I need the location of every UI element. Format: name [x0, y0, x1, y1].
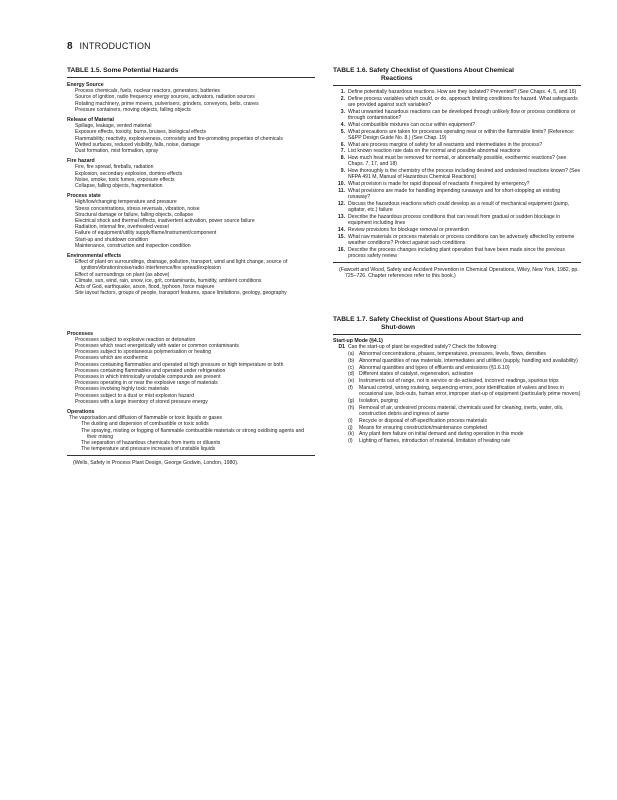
question-text: Describe the hazardous process conditions that can result from gradual or sudden blockage in equipment including lines: [348, 213, 561, 227]
question-item: [333, 188, 581, 200]
checklist-sub-item: [333, 418, 581, 424]
question-item: [333, 168, 581, 180]
process-item: Processes subject to explosive reaction or detonation: [75, 336, 196, 343]
table-rule: [333, 334, 581, 335]
question-item: [333, 96, 581, 108]
question-number: D1: [338, 344, 345, 351]
question-number: 8.: [340, 155, 345, 162]
hazard-item: Rotating machinery, prime movers, pulverisers, grinders, conveyors, belts, cranes: [75, 100, 259, 107]
question-text: How thoroughly is the chemistry of the process including desired and undesired reactions known? (See NFPA 491 M, Manual of Hazardous Chemical Reactions): [348, 168, 581, 181]
question-number: 2.: [340, 95, 345, 102]
checklist-sub-item: [333, 398, 581, 404]
question-text: Define potentially hazardous reactions. How are they isolated? Prevented? (See Chaps. 4, 5, and 16): [348, 89, 577, 95]
hazard-item: Pressure containers, moving objects, falling objects: [75, 106, 191, 113]
sub-item-letter: (k): [348, 431, 354, 438]
question-item: [333, 129, 581, 141]
table-1-6-title: [333, 67, 581, 85]
table-1-5-title: TABLE 1.5. Some Potential Hazards: [67, 67, 179, 74]
section-heading: Fire hazard: [67, 158, 95, 165]
processes-block: [67, 331, 315, 405]
hazard-item: Fire, fire spread, fireballs, radiation: [75, 164, 154, 171]
question-number: 9.: [340, 168, 345, 175]
question-item: [333, 201, 581, 213]
table-1-7-title-line1: TABLE 1.7. Safety Checklist of Questions About Start-up and: [333, 315, 524, 323]
question-item: [333, 109, 581, 121]
operation-item: The temperature and pressure increases of unstable liquids: [81, 446, 216, 453]
hazard-item: High/low/changing temperature and pressure: [75, 199, 177, 206]
table-rule: [67, 77, 315, 78]
question-number: 5.: [340, 128, 345, 135]
sub-item-letter: (d): [348, 371, 355, 378]
operation-item: The separation of hazardous chemicals from inerts or diluents: [81, 439, 221, 446]
question-item: [333, 148, 581, 154]
hazard-item: Effect of surroundings on plant (as above): [75, 271, 170, 278]
sub-item-text: Removal of air, undesired process material, chemicals used for cleaning, inerts, water, oils, construction debris and ingress of same: [359, 404, 564, 417]
question-item: [333, 214, 581, 226]
sub-item-text: Abnormal quantities of raw materials, intermediates and utilities (supply, handling and availability): [359, 357, 578, 364]
hazard-item: Effect of plant on surroundings, drainage, pollution, transport, wind and light change, source of ignition/vibration/noise/radio interference/fire spread/explosion: [75, 259, 288, 272]
question-text: Discuss the hazardous reactions which could develop as a result of mechanical equipment (pump, agitator, etc.) failure: [348, 200, 570, 214]
table-1-6-title-line1: TABLE 1.6. Safety Checklist of Questions About Chemical: [333, 67, 514, 74]
process-item: Processes subject to spontaneous polymerisation or heating: [75, 349, 211, 356]
question-text: What combustible mixtures can occur within equipment?: [348, 121, 476, 128]
start-up-mode-heading: Start-up Mode (§4.1): [333, 337, 383, 344]
sub-item-text: Means for ensuring construction/maintenance completed: [359, 424, 487, 431]
sub-item-letter: (a): [348, 350, 355, 357]
hazard-item: Stress concentrations, stress reversals, vibration, noise: [75, 205, 200, 212]
checklist-sub-item: [333, 405, 581, 417]
sub-item-letter: (h): [348, 404, 355, 411]
question-item: [333, 247, 581, 259]
checklist-sub-item: [333, 358, 581, 364]
sub-item-letter: (i): [348, 417, 353, 424]
hazard-item: Start-up and shutdown condition: [75, 236, 149, 243]
process-item: Processes subject to a dust or mist explosion hazard: [75, 392, 194, 399]
checklist-sub-item: [333, 351, 581, 357]
question-number: 16.: [337, 246, 345, 253]
question-item: [333, 181, 581, 187]
process-item: Processes with a large inventory of stored pressure energy: [75, 398, 208, 405]
question-text: What raw materials or process materials or process conditions can be adversely affected by extreme weather conditions? Protect against such conditions: [348, 233, 575, 246]
question-number: 7.: [340, 148, 345, 155]
sub-item-text: Instruments out of range, not in service or de-activated, incorrect readings, spurious trips: [359, 378, 559, 385]
sub-item-letter: (l): [348, 438, 353, 445]
table-1-6-source: (Fawcett and Wood, Safety and Accident Prevention in Chemical Operations, Wiley, New York, 1982, pp. 725–726. Chapter references refer to this book.): [339, 267, 579, 280]
operation-item: The spraying, misting or fogging of flammable combustible materials or strong oxidising agents and their mixing: [81, 427, 305, 440]
hazard-item: Wetted surfaces, reduced visibility, falls, noise, damage: [75, 141, 200, 148]
table-1-7-sub-items: [333, 351, 581, 444]
checklist-sub-item: [333, 431, 581, 437]
sub-item-letter: (c): [348, 364, 354, 371]
section-heading: Energy Source: [67, 82, 104, 88]
hazard-item: Dust formation, mist formation, spray: [75, 148, 159, 155]
right-column: [333, 67, 581, 444]
hazard-item: Process chemicals, fuels, nuclear reactors, generators, batteries: [75, 88, 220, 95]
hazard-item: Maintenance, construction and inspection condition: [75, 242, 191, 249]
hazard-item: Failure of equipment/utility supply/flame/instrument/component: [75, 230, 217, 237]
checklist-sub-item: [333, 385, 581, 397]
process-item: Processes involving highly toxic materials: [75, 386, 169, 393]
checklist-sub-item: [333, 438, 581, 444]
hazard-item: Spillage, leakage, vented material: [75, 123, 152, 130]
hazard-item: Exposure effects, toxicity, burns, bruises, biological effects: [75, 129, 207, 136]
table-1-6-title-line2: Reactions: [381, 75, 413, 82]
question-text: What precautions are taken for processes operating near or within the flammable limits? (Reference: S&PP Design Guide No. 8.) (See Chap. 19): [348, 128, 575, 141]
table-rule: [333, 85, 581, 86]
sub-item-text: Any plant item failure on initial demand and during operation in this mode: [359, 431, 524, 438]
question-text: How much heat must be removed for normal, or abnormally possible, exothermic reactions? (see Chaps. 7, 17, and 18): [348, 155, 567, 168]
hazard-item: Noise, smoke, toxic fumes, exposure effects: [75, 176, 175, 183]
checklist-sub-item: [333, 365, 581, 371]
question-item: [333, 142, 581, 148]
table-1-6-questions: [333, 89, 581, 259]
hazard-item: Climate, sun, wind, rain, snow, ice, grit, contaminants, humidity, ambient conditions: [75, 277, 262, 284]
question-text: Describe the process changes including plant operation that have been made since the previous process safety review: [348, 246, 565, 259]
sub-item-text: Isolation, purging: [359, 397, 398, 404]
question-item: [333, 155, 581, 167]
left-column: [67, 67, 315, 467]
section-heading: Environmental effects: [67, 253, 122, 260]
sub-item-letter: (f): [348, 384, 353, 391]
hazard-item: Radiation, internal fire, overheated vessel: [75, 224, 169, 231]
question-text: Can the start-up of plant be expedited safely? Check the following:: [348, 344, 498, 351]
question-text: What provision is made for rapid disposal of reactants if required by emergency?: [348, 181, 530, 188]
question-d1: [333, 344, 581, 350]
question-text: Review provisions for blockage removal or prevention: [348, 226, 469, 233]
question-item: [333, 234, 581, 246]
question-number: 6.: [340, 141, 345, 148]
question-number: 11.: [338, 187, 345, 194]
question-number: 1.: [340, 89, 345, 95]
checklist-sub-item: [333, 425, 581, 431]
question-item: [333, 122, 581, 128]
question-item: [333, 89, 581, 95]
sub-item-text: Manual control, wrong routeing, sequencing errors, poor identification of valves and lines in occasional use, lock-outs, human error, improper start-up of equipment (particularly prime movers): [359, 384, 581, 398]
hazard-item: Explosion, secondary explosion, domino effects: [75, 170, 183, 177]
section-heading: Processes: [67, 330, 93, 337]
hazard-item: Acts of God, earthquake, arson, flood, typhoon, force majeure: [75, 284, 215, 291]
spacer: [333, 280, 581, 316]
table-rule: [67, 455, 315, 456]
question-number: 13.: [337, 213, 345, 220]
question-number: 4.: [340, 121, 345, 128]
section-title: INTRODUCTION: [79, 41, 151, 51]
section-heading: Process state: [67, 193, 101, 200]
question-number: 15.: [337, 233, 345, 240]
question-number: 3.: [340, 108, 345, 115]
spacer: [67, 297, 315, 327]
operation-lead: The vaporisation and diffusion of flammable or toxic liquids or gases: [69, 415, 223, 422]
checklist-sub-item: [333, 378, 581, 384]
page-header: [67, 41, 151, 52]
process-item: Processes in which intrinsically unstable compounds are present: [75, 373, 221, 380]
sub-item-letter: (g): [348, 397, 355, 404]
process-item: Processes containing flammables and operated at high pressure or high temperature or both: [75, 361, 284, 368]
process-item: Processes which are exothermic: [75, 355, 149, 362]
question-text: List known reaction rate data on the normal and possible abnormal reactions: [348, 148, 521, 155]
table-1-5-source: (Wells, Safety in Process Plant Design, George Godwin, London, 1980).: [73, 460, 239, 467]
sub-item-text: Abnormal quantities and types of effluents and emissions (§1.6.10): [359, 364, 510, 371]
table-rule: [333, 262, 581, 263]
process-item: Processes which react energetically with water or common contaminants: [75, 342, 239, 349]
operation-item: The dusting and dispersion of combustible or toxic solids: [81, 421, 209, 428]
hazard-item: Flammability, reactivity, explosiveness, corrosivity and fire-promoting properties of chemicals: [75, 135, 283, 142]
question-number: 10.: [337, 181, 345, 188]
question-text: What provisions are made for handling impending runaways and for short-stopping an existing runaway?: [348, 187, 561, 201]
sub-item-text: Lighting of flames, introduction of material, limitation of heating rate: [359, 438, 511, 445]
section-heading: Operations: [67, 408, 95, 415]
process-item: Processes operating in or near the explosive range of materials: [75, 380, 218, 387]
checklist-sub-item: [333, 371, 581, 377]
sub-item-letter: (j): [348, 424, 353, 431]
hazard-item: Site layout factors, groups of people, transport features, space limitations, geology, geography: [75, 290, 287, 297]
hazard-item: Source of ignition, radio frequency energy sources, activators, radiation sources: [75, 94, 255, 101]
question-text: Define process variables which could, or do, approach limiting conditions for hazard. What safeguards are provided against such variables?: [348, 95, 578, 108]
hazard-item: Collapse, falling objects, fragmentation: [75, 183, 163, 190]
hazard-item: Structural damage or failure, falling objects, collapse: [75, 211, 194, 218]
page-number: 8: [67, 41, 73, 52]
question-text: What unwanted hazardous reactions can be developed through unlikely flow or process conditions or through contamination?: [348, 108, 576, 121]
table-1-7-title-line2: Shut-down: [381, 323, 416, 331]
operations-block: [67, 409, 315, 452]
question-number: 12.: [337, 200, 345, 207]
section-heading: Release of Material: [67, 117, 114, 124]
question-text: What are process margins of safety for all reactants and intermediates in the process?: [348, 141, 543, 148]
sub-item-text: Recycle or disposal of off-specification process materials: [359, 417, 487, 424]
question-item: [333, 227, 581, 233]
table-1-7-title: [333, 316, 581, 334]
hazard-item: Electrical shock and thermal effects, inadvertent activation, power source failure: [75, 218, 255, 225]
process-item: Processes containing flammables and operated under refrigeration: [75, 367, 226, 374]
sub-item-text: Different states of catalyst, regeneration, activation: [359, 371, 474, 378]
sub-item-letter: (b): [348, 357, 355, 364]
table-1-5-sections: [67, 82, 315, 297]
sub-item-text: Abnormal concentrations, phases, temperatures, pressures, levels, flows, densities: [359, 350, 546, 357]
question-number: 14.: [337, 226, 345, 233]
sub-item-letter: (e): [348, 378, 355, 385]
